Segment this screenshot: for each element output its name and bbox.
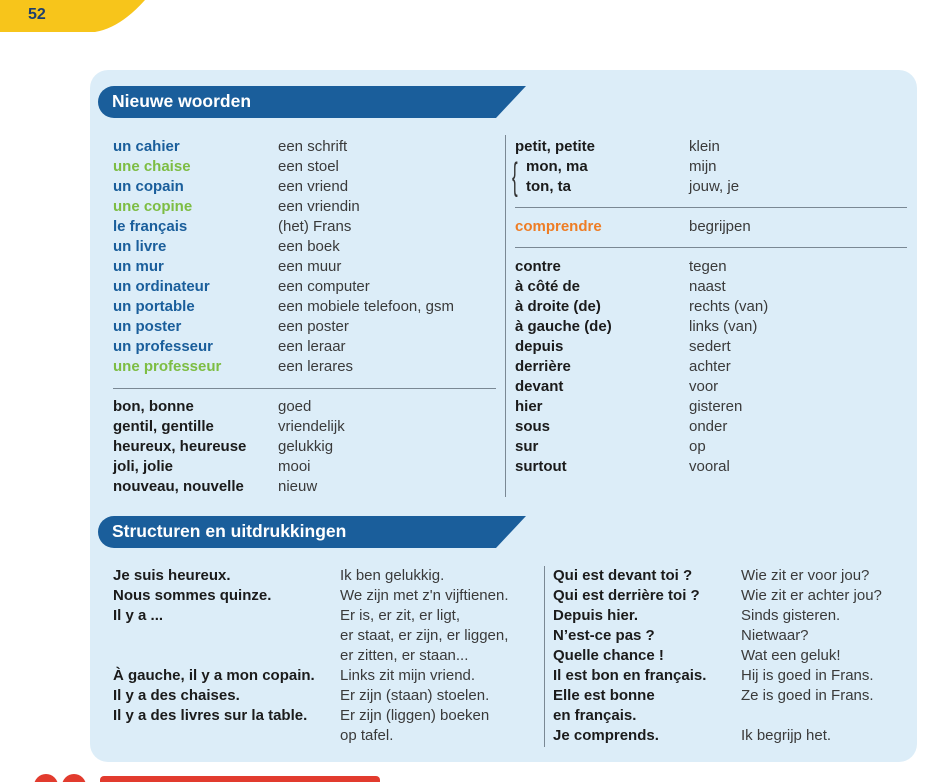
expression-french: Elle est bonne [553,687,655,704]
preposition-french: contre [515,258,561,275]
page-tab-shape [0,0,160,32]
noun-translation: een lerares [278,358,354,375]
expression-translation [741,706,882,726]
noun-french: un professeur [113,338,214,355]
preposition-translation: sedert [689,338,731,355]
adjective-translation: nieuw [278,478,318,495]
adjective-french: gentil, gentille [113,418,214,435]
noun-translation: (het) Frans [278,218,352,235]
expression-french: N’est-ce pas ? [553,627,655,644]
expression-translation: Wie zit er voor jou? [741,567,870,584]
structures-header [98,516,528,548]
structure-translation: Links zit mijn vriend. [340,667,476,684]
structure-french: Je suis heureux. [113,567,231,584]
structure-translation: Er is, er zit, er ligt, [340,607,461,624]
noun-french: un livre [113,238,167,255]
structure-translation: We zijn met z'n vijftienen. [340,587,509,604]
noun-french: un poster [113,318,182,335]
translation-mijn: mijn [689,158,717,175]
structure-french: À gauche, il y a mon copain. [113,667,315,684]
preposition-french: hier [515,398,543,415]
brace-icon: { [512,156,518,198]
noun-translation: een vriend [278,178,349,195]
preposition-french: sous [515,418,551,435]
noun-translation: een vriendin [278,198,360,215]
structure-translation: er zitten, er staan... [340,647,469,664]
vocabulary-panel [90,70,917,762]
word-petit: petit, petite [515,138,596,155]
preposition-translation: vooral [689,458,730,475]
preposition-translation: achter [689,358,731,375]
preposition-translation: links (van) [689,318,758,335]
structure-french: Il y a des livres sur la table. [113,707,308,724]
noun-translation: een leraar [278,338,346,355]
preposition-french: derrière [515,358,571,375]
adjective-translation: vriendelijk [278,418,345,435]
noun-translation: een schrift [278,138,348,155]
preposition-french: à gauche (de) [515,318,612,335]
structure-french [113,726,315,746]
new-words-title: Nieuwe woorden [112,91,252,111]
adjective-french: heureux, heureuse [113,438,247,455]
noun-french: une chaise [113,158,191,175]
structure-french: Il y a des chaises. [113,687,240,704]
noun-french: un portable [113,298,195,315]
noun-translation: een boek [278,238,340,255]
word-ton-ta: ton, ta [526,178,571,195]
structure-french [113,646,315,666]
noun-french: un ordinateur [113,278,210,295]
translation-klein: klein [689,138,720,155]
page-number-tab [0,0,160,32]
structure-translation: er staat, er zijn, er liggen, [340,627,509,644]
adjective-translation: mooi [278,458,311,475]
noun-translation: een poster [278,318,349,335]
expression-french: Je comprends. [553,727,659,744]
structure-translation: Er zijn (liggen) boeken [340,707,490,724]
noun-translation: een computer [278,278,370,295]
noun-french: un copain [113,178,184,195]
structure-french [113,626,315,646]
structure-translation: Ik ben gelukkig. [340,567,445,584]
divider-possessives [515,207,907,208]
adjective-french: bon, bonne [113,398,194,415]
word-mon-ma: mon, ma [526,158,588,175]
noun-french: un cahier [113,138,180,155]
verb-comprendre: comprendre [515,218,602,235]
translation-begrijpen: begrijpen [689,218,751,235]
preposition-translation: tegen [689,258,727,275]
expression-french: en français. [553,707,637,724]
structures-title: Structuren en uitdrukkingen [112,521,347,541]
adjective-french: joli, jolie [113,458,174,475]
expression-french: Quelle chance ! [553,647,664,664]
preposition-french: à côté de [515,278,581,295]
preposition-french: surtout [515,458,567,475]
expression-french: Depuis hier. [553,607,639,624]
adjective-translation: goed [278,398,312,415]
expression-french: Il est bon en français. [553,667,707,684]
structures-column-divider [544,566,545,747]
expression-translation: Ze is goed in Frans. [741,687,874,704]
preposition-french: devant [515,378,564,395]
column-divider [505,135,506,497]
structure-french: Nous sommes quinze. [113,587,272,604]
preposition-translation: rechts (van) [689,298,769,315]
structure-french: Il y a ... [113,607,164,624]
structure-translation: op tafel. [340,727,394,744]
adjective-translation: gelukkig [278,438,334,455]
preposition-french: depuis [515,338,564,355]
preposition-translation: op [689,438,706,455]
noun-french: une copine [113,198,193,215]
bottom-decoration [30,770,380,782]
preposition-translation: onder [689,418,728,435]
preposition-french: sur [515,438,539,455]
bottom-decoration-shape [30,772,380,782]
preposition-french: à droite (de) [515,298,601,315]
expression-translation: Wat een geluk! [741,647,841,664]
adjective-french: nouveau, nouvelle [113,478,244,495]
noun-french: une professeur [113,358,222,375]
noun-translation: een muur [278,258,342,275]
expression-translation: Nietwaar? [741,627,809,644]
noun-french: le français [113,218,188,235]
divider-verb [515,247,907,248]
preposition-translation: naast [689,278,726,295]
preposition-translation: gisteren [689,398,743,415]
page-number: 52 [28,6,46,23]
expression-french: Qui est derrière toi ? [553,587,700,604]
structure-translation: Er zijn (staan) stoelen. [340,687,490,704]
expression-french: Qui est devant toi ? [553,567,693,584]
noun-translation: een stoel [278,158,339,175]
preposition-translation: voor [689,378,719,395]
expression-translation: Sinds gisteren. [741,607,841,624]
noun-french: un mur [113,258,164,275]
divider-nouns-adjectives [113,388,496,389]
noun-translation: een mobiele telefoon, gsm [278,298,454,315]
expression-translation: Wie zit er achter jou? [741,587,882,604]
expression-translation: Ik begrijp het. [741,727,832,744]
expression-translation: Hij is goed in Frans. [741,667,874,684]
new-words-header [98,86,528,118]
translation-jouw: jouw, je [689,178,740,195]
